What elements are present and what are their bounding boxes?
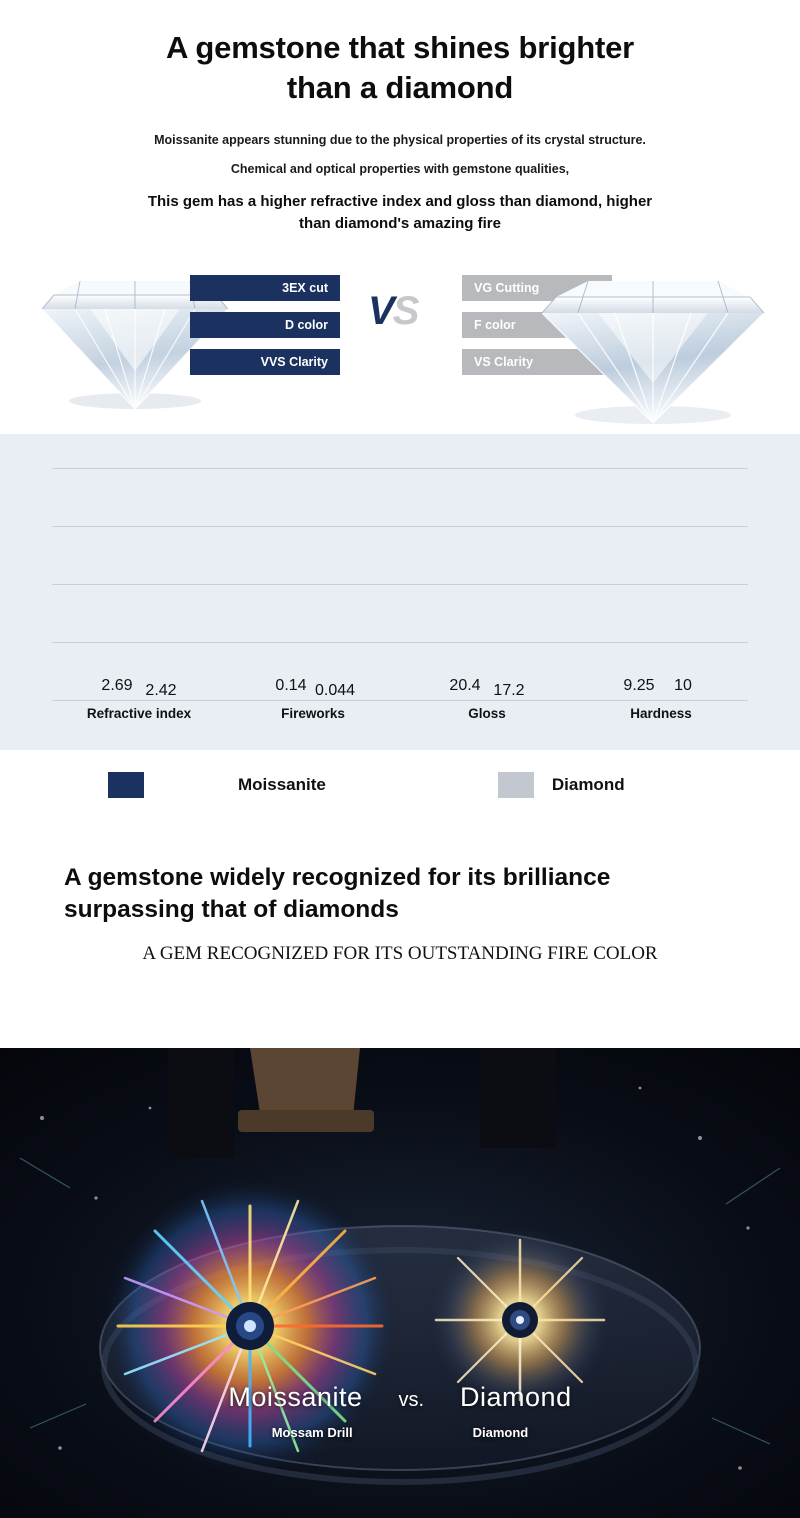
chart-plot-area xyxy=(52,468,748,700)
page-title xyxy=(40,28,760,107)
legend-label-moissanite: Moissanite xyxy=(238,774,326,794)
chart-category-gloss: Gloss xyxy=(468,705,506,721)
hero-section xyxy=(0,0,800,235)
chart-category-refractive-index: Refractive index xyxy=(86,705,192,721)
page-title-line1: A gemstone that shines brighter xyxy=(165,30,635,65)
chart-legend xyxy=(108,750,800,808)
moissanite-spec-color: D color xyxy=(190,312,340,338)
moissanite-spec-cut: 3EX cut xyxy=(190,275,340,301)
secondary-heading xyxy=(64,862,736,927)
bar-value-moissanite-fireworks: 0.14 xyxy=(275,676,307,694)
moissanite-spec-list xyxy=(190,275,340,375)
chart-category-hardness: Hardness xyxy=(630,705,692,721)
hero-subtitle-3-line1: This gem has a higher refractive index and gloss than diamond, higher xyxy=(147,193,653,211)
legend-item-moissanite xyxy=(108,772,326,798)
photo-caption-vs: vs. xyxy=(398,1389,425,1411)
photo-caption-right-sub: Diamond xyxy=(472,1425,529,1440)
comparison-bar-chart xyxy=(0,434,800,750)
diamond-gem-image xyxy=(528,265,778,425)
fire-photo-graphic xyxy=(0,1048,800,1518)
bar-value-diamond-hardness: 10 xyxy=(674,676,692,694)
versus-badge xyxy=(368,289,417,334)
bar-value-diamond-fireworks: 0.044 xyxy=(314,681,356,699)
bar-value-diamond-refractive-index: 2.42 xyxy=(145,681,177,699)
bar-value-diamond-gloss: 17.2 xyxy=(493,681,525,699)
diamond-spec-color: F color xyxy=(462,312,612,338)
secondary-heading-section xyxy=(0,808,800,965)
photo-caption-left-sub: Mossam Drill xyxy=(271,1425,353,1440)
legend-item-diamond xyxy=(498,772,625,798)
diamond-spec-clarity: VS Clarity xyxy=(462,349,612,375)
bar-value-moissanite-hardness: 9.25 xyxy=(623,676,655,694)
photo-caption-right: Diamond xyxy=(460,1382,572,1412)
bar-value-moissanite-refractive-index: 2.69 xyxy=(101,676,133,694)
fire-comparison-photo xyxy=(0,1048,800,1518)
hero-subtitle-3-line2: than diamond's amazing fire xyxy=(299,215,501,233)
hero-subtitle-2: Chemical and optical properties with gemstone qualities, xyxy=(230,162,570,177)
chart-bars xyxy=(52,468,748,700)
page-title-line2: than a diamond xyxy=(286,69,514,105)
hero-subtitle-3 xyxy=(40,191,760,235)
versus-s: S xyxy=(392,288,418,333)
secondary-subheading: A GEM RECOGNIZED FOR ITS OUTSTANDING FIRE COLOR xyxy=(142,943,658,964)
photo-caption xyxy=(0,1382,800,1440)
secondary-heading-line1: A gemstone widely recognized for its brilliance xyxy=(64,863,611,891)
versus-v: V xyxy=(368,288,393,333)
comparison-section xyxy=(0,249,800,434)
secondary-heading-line2: surpassing that of diamonds xyxy=(64,896,399,924)
legend-swatch-diamond xyxy=(498,772,534,798)
diamond-spec-cut: VG Cutting xyxy=(462,275,612,301)
legend-label-diamond: Diamond xyxy=(551,774,625,794)
bar-value-moissanite-gloss: 20.4 xyxy=(449,676,481,694)
chart-category-labels xyxy=(52,706,748,723)
hero-subtitle-1: Moissanite appears stunning due to the physical properties of its crystal structure. xyxy=(154,133,646,148)
legend-swatch-moissanite xyxy=(108,772,144,798)
moissanite-spec-clarity: VVS Clarity xyxy=(190,349,340,375)
photo-caption-left: Moissanite xyxy=(228,1382,363,1412)
chart-category-fireworks: Fireworks xyxy=(281,705,345,721)
